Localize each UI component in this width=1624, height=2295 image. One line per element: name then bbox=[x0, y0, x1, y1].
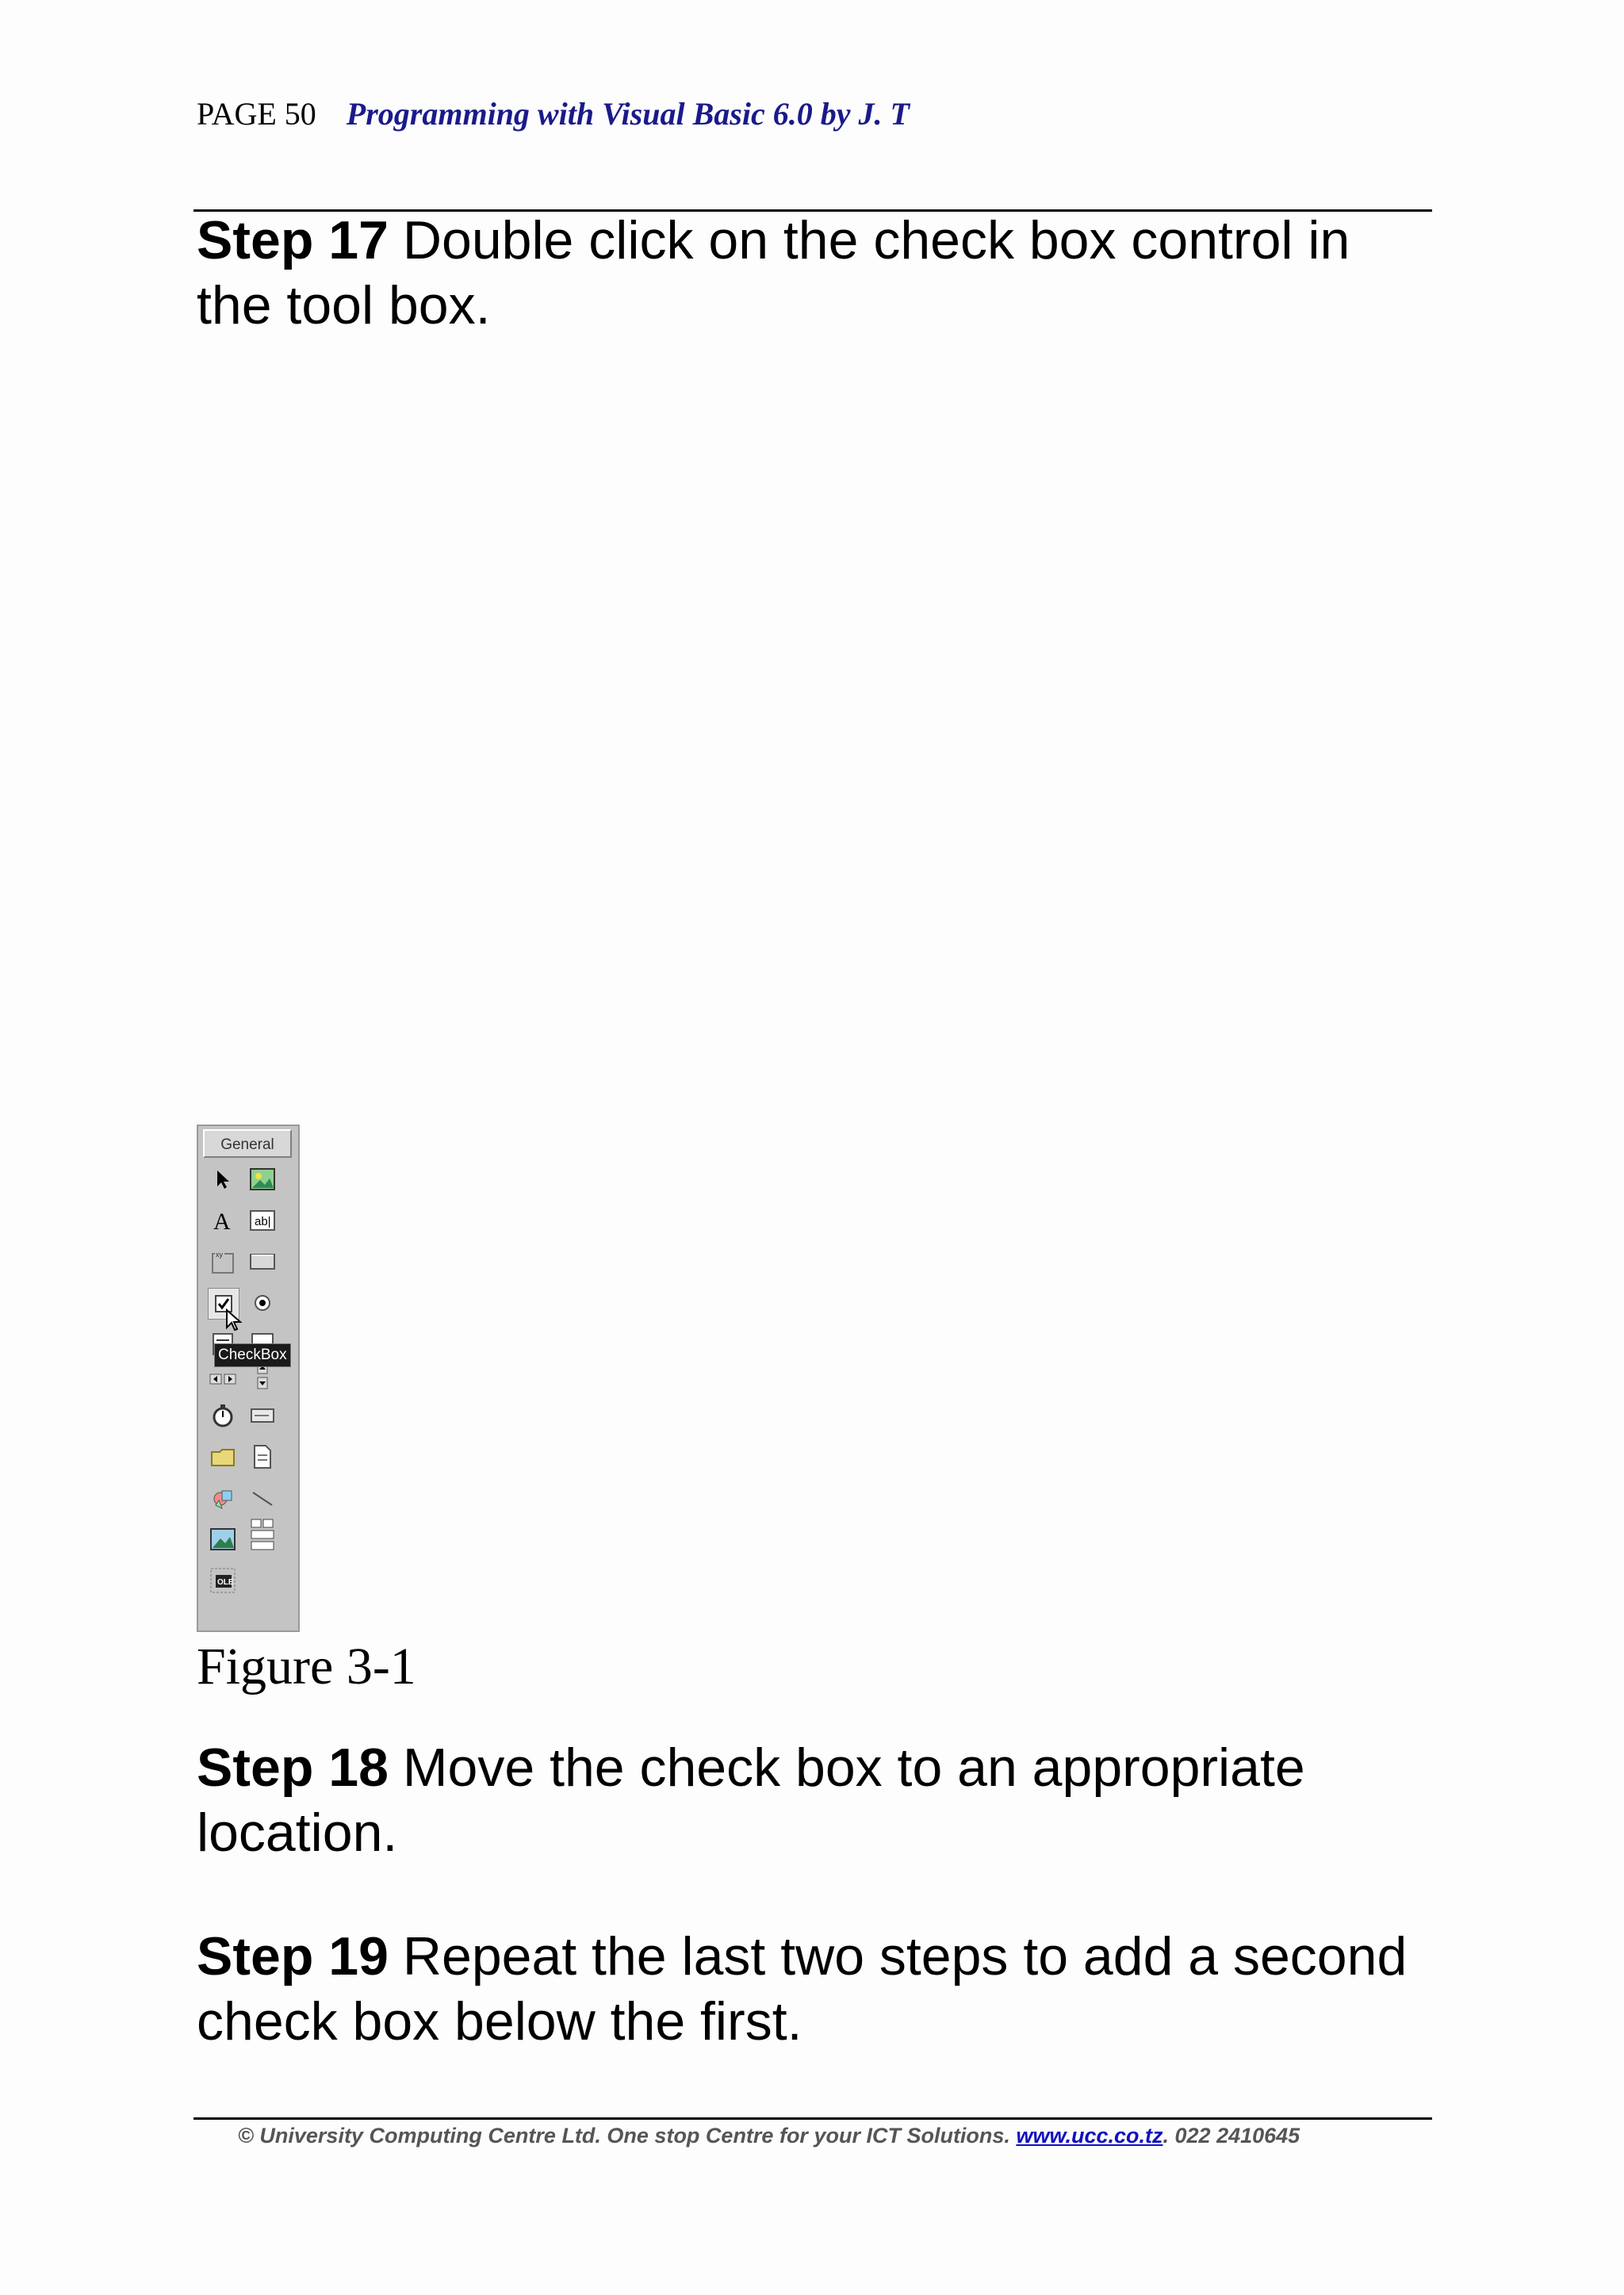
dirlistbox-icon[interactable] bbox=[208, 1442, 238, 1472]
picturebox-icon[interactable] bbox=[247, 1164, 278, 1194]
step-label: Step 19 bbox=[197, 1926, 389, 1987]
ole-icon[interactable] bbox=[208, 1565, 238, 1596]
step-label: Step 17 bbox=[197, 210, 389, 270]
footer-website-link[interactable]: www.ucc.co.tz bbox=[1016, 2124, 1163, 2147]
step-label: Step 18 bbox=[197, 1738, 389, 1798]
optionbutton-icon[interactable] bbox=[247, 1288, 278, 1318]
step-18 bbox=[197, 1735, 1434, 1865]
footer-phone: . 022 2410645 bbox=[1162, 2124, 1300, 2147]
mouse-cursor-icon bbox=[225, 1308, 243, 1336]
svg-text:xy: xy bbox=[216, 1251, 223, 1259]
figure-caption: Figure 3-1 bbox=[197, 1638, 416, 1695]
step-17 bbox=[197, 208, 1434, 338]
svg-text:A: A bbox=[213, 1209, 231, 1232]
toolbox-panel bbox=[197, 1125, 300, 1632]
timer-icon[interactable] bbox=[208, 1400, 238, 1431]
book-title: Programming with Visual Basic 6.0 by J. T bbox=[346, 96, 910, 132]
shape-icon[interactable] bbox=[208, 1483, 238, 1513]
page-number: PAGE 50 bbox=[197, 96, 316, 132]
checkbox-tooltip: CheckBox bbox=[214, 1343, 291, 1367]
svg-text:OLE: OLE bbox=[217, 1578, 234, 1587]
step-text: Move the check box to an appropriate location. bbox=[197, 1738, 1305, 1863]
frame-icon[interactable] bbox=[208, 1247, 238, 1277]
footer-rule bbox=[193, 2117, 1432, 2120]
textbox-icon[interactable] bbox=[247, 1205, 278, 1236]
step-19 bbox=[197, 1924, 1434, 2054]
page-header bbox=[197, 95, 910, 132]
hscrollbar-icon[interactable] bbox=[208, 1364, 238, 1394]
data-icon[interactable] bbox=[247, 1519, 278, 1550]
filelistbox-icon[interactable] bbox=[247, 1442, 278, 1472]
footer-copyright: © University Computing Centre Ltd. One stop Centre for your ICT Solutions. bbox=[238, 2124, 1010, 2147]
label-icon[interactable] bbox=[208, 1205, 238, 1236]
toolbox-tab-general[interactable]: General bbox=[203, 1129, 292, 1158]
commandbutton-icon[interactable] bbox=[247, 1247, 278, 1277]
pointer-icon[interactable] bbox=[208, 1164, 238, 1194]
step-text: Double click on the check box control in the tool box. bbox=[197, 210, 1350, 335]
line-icon[interactable] bbox=[247, 1483, 278, 1513]
svg-text:ab|: ab| bbox=[255, 1215, 271, 1228]
image-icon[interactable] bbox=[208, 1524, 238, 1554]
drivelistbox-icon[interactable] bbox=[247, 1400, 278, 1431]
page-footer bbox=[238, 2124, 1300, 2148]
step-text: Repeat the last two steps to add a second check box below the first. bbox=[197, 1926, 1408, 2052]
